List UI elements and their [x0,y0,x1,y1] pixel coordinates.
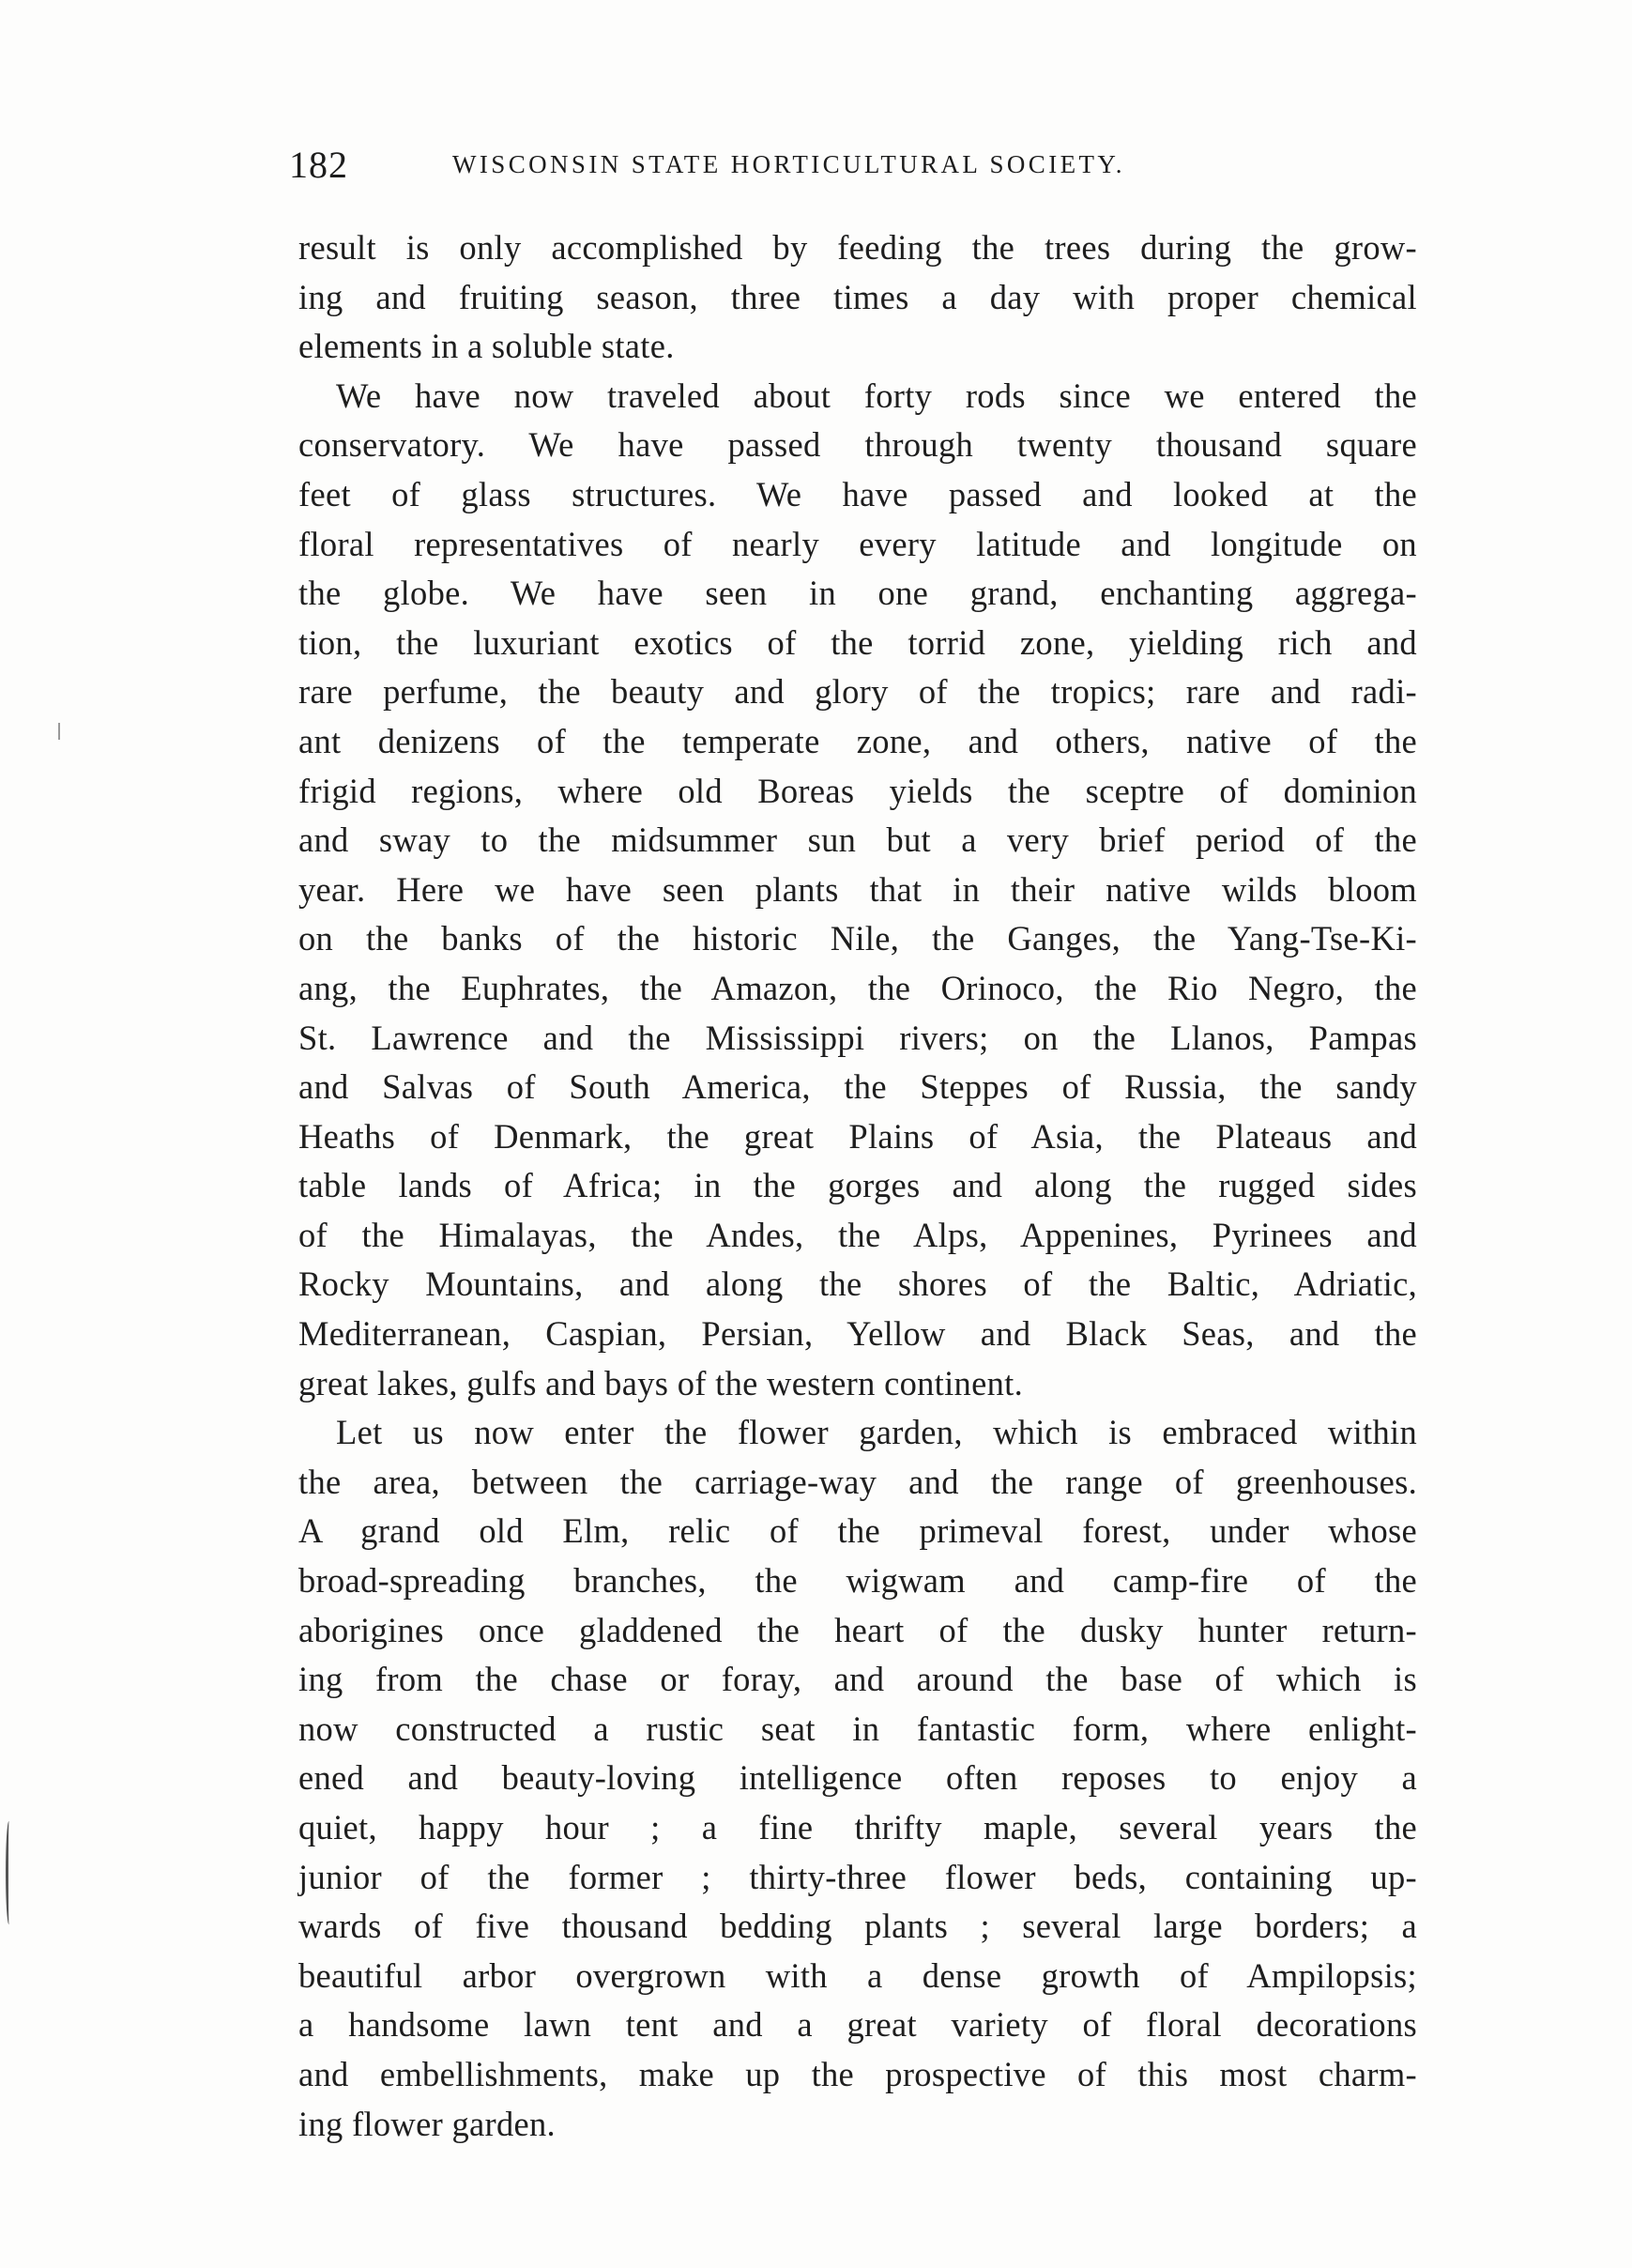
text-line: beautiful arbor overgrown with a dense growth of Ampilopsis; [298,1955,1417,1995]
text-line: and embellishments, make up the prospective of this most charm- [298,2054,1417,2093]
text-line: a handsome lawn tent and a great variety of floral decorations [298,2005,1417,2045]
text-line: now constructed a rustic seat in fantastic form, where enlight- [298,1709,1417,1748]
text-line: of the Himalayas, the Andes, the Alps, Appenines, Pyrinees and [298,1215,1417,1254]
text-line: We have now traveled about forty rods since we entered the [336,375,1417,415]
text-line: rare perfume, the beauty and glory of the tropics; rare and radi- [298,672,1417,712]
text-line: ant denizens of the temperate zone, and others, native of the [298,721,1417,760]
text-line: conservatory. We have passed through twenty thousand square [298,425,1417,465]
running-title: WISCONSIN STATE HORTICULTURAL SOCIETY. [452,150,1125,178]
text-line: Heaths of Denmark, the great Plains of Asia, the Plateaus and [298,1116,1417,1156]
text-line: floral representatives of nearly every latitude and longitude on [298,524,1417,563]
text-line: junior of the former ; thirty-three flower beds, containing up- [298,1857,1417,1896]
paragraph-2 [298,372,1417,1408]
text-line: year. Here we have seen plants that in their native wilds bloom [298,869,1417,909]
text-line: frigid regions, where old Boreas yields the sceptre of dominion [298,771,1417,810]
text-line: aborigines once gladdened the heart of the dusky hunter return- [298,1610,1417,1649]
text-line: the globe. We have seen in one grand, enchanting aggrega- [298,574,1417,613]
page-number: 182 [289,144,348,186]
text-line: and sway to the midsummer sun but a very brief period of the [298,820,1417,860]
text-line: Rocky Mountains, and along the shores of the Baltic, Adriatic, [298,1264,1417,1304]
margin-scan-mark [6,1821,12,1924]
page-header [289,141,1415,197]
text-line: and Salvas of South America, the Steppes of Russia, the sandy [298,1067,1417,1107]
text-line: ing and fruiting season, three times a day with proper chemical [298,277,1417,316]
text-line: on the banks of the historic Nile, the Ganges, the Yang-Tse-Ki- [298,919,1417,958]
text-line: St. Lawrence and the Mississippi rivers; on the Llanos, Pampas [298,1018,1417,1057]
text-line: result is only accomplished by feeding the trees during the grow- [298,228,1417,267]
text-line: ened and beauty-loving intelligence often reposes to enjoy a [298,1758,1417,1798]
text-line: the area, between the carriage-way and the range of greenhouses. [298,1462,1417,1501]
text-line: ing flower garden. [298,2104,556,2143]
text-line: elements in a soluble state. [298,327,675,366]
text-line: ing from the chase or foray, and around the base of which is [298,1660,1417,1699]
text-line: feet of glass structures. We have passed and looked at the [298,474,1417,513]
text-line: ang, the Euphrates, the Amazon, the Orinoco, the Rio Negro, the [298,968,1417,1007]
text-line: table lands of Africa; in the gorges and along the rugged sides [298,1166,1417,1205]
paragraph-3 [298,1408,1417,2149]
text-line: A grand old Elm, relic of the primeval forest, under whose [298,1511,1417,1551]
paragraph-1 [298,223,1417,372]
text-line: tion, the luxuriant exotics of the torrid zone, yielding rich and [298,622,1417,662]
text-line: quiet, happy hour ; a fine thrifty maple, several years the [298,1808,1417,1847]
margin-speck [58,723,60,740]
text-line: broad-spreading branches, the wigwam and camp-fire of the [298,1561,1417,1601]
text-line: great lakes, gulfs and bays of the western continent. [298,1363,1024,1402]
text-line: Mediterranean, Caspian, Persian, Yellow and Black Seas, and the [298,1314,1417,1354]
text-line: Let us now enter the flower garden, which is embraced within [336,1413,1417,1452]
body-text [298,223,1417,2149]
text-line: wards of five thousand bedding plants ; several large borders; a [298,1907,1417,1946]
